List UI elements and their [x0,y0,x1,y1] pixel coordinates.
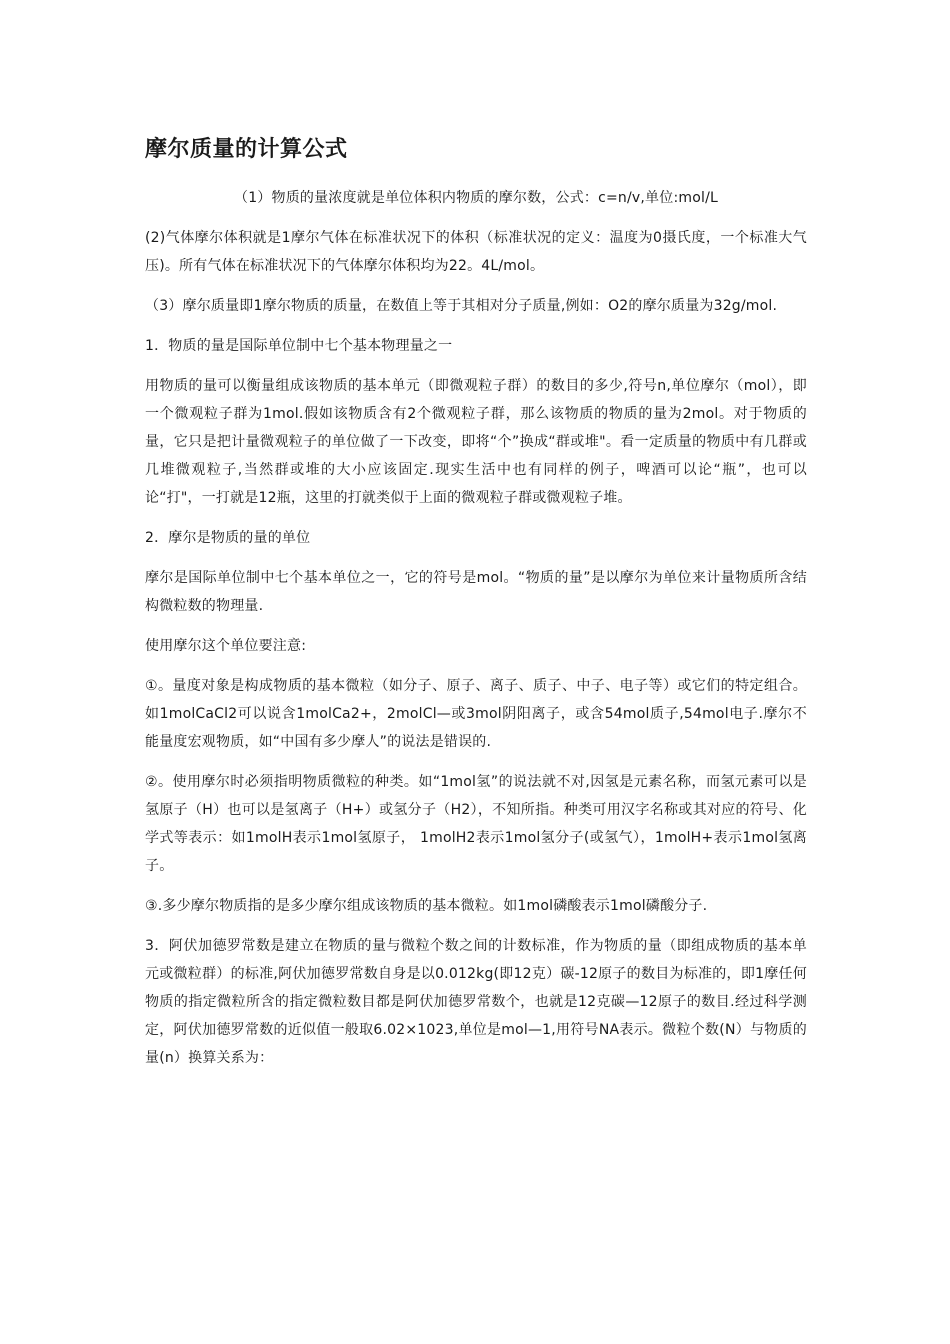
document-title: 摩尔质量的计算公式 [145,137,348,162]
list-item-note-3: ③.多少摩尔物质指的是多少摩尔组成该物质的基本微粒。如1mol磷酸表示1mol磷酸分子. [145,898,708,914]
section-heading-1: 1．物质的量是国际单位制中七个基本物理量之一 [145,338,453,354]
section-heading-2: 2．摩尔是物质的量的单位 [145,530,311,546]
list-item-note-2: ②。使用摩尔时必须指明物质微粒的种类。如“1mol氢”的说法就不对,因氢是元素名称，而氢元素可以是氢原子（H）也可以是氢离子（H+）或氢分子（H2），不知所指。种类可用汉字名称或其对应的符号、化学式等表示：如1molH表示1mol氢原子， 1molH2表示1mol氢分子(或氢气），1molH+表示1mol氢离子。 [145,774,807,874]
document-page [145,130,807,1084]
list-item-note-1: ①。量度对象是构成物质的基本微粒（如分子、原子、离子、质子、中子、电子等）或它们的特定组合。如1molCaCl2可以说含1molCa2+，2molCl—或3mol阴阳离子，或含54mol质子,54mol电子.摩尔不能量度宏观物质，如“中国有多少摩人”的说法是错误的. [145,678,807,750]
paragraph-concentration: （1）物质的量浓度就是单位体积内物质的摩尔数，公式：c=n/v,单位:mol/L [234,190,718,206]
paragraph-avogadro: 3．阿伏加德罗常数是建立在物质的量与微粒个数之间的计数标准，作为物质的量（即组成物质的基本单元或微粒群）的标准,阿伏加德罗常数自身是以0.012kg(即12克）碳-12原子的数目为标准的，即1摩任何物质的指定微粒所含的指定微粒数目都是阿伏加德罗常数个，也就是12克碳—12原子的数目.经过科学测定，阿伏加德罗常数的近似值一般取6.02×1023,单位是mol—1,用符号NA表示。微粒个数(N）与物质的量(n）换算关系为： [145,938,807,1066]
paragraph-molar-volume: (2)气体摩尔体积就是1摩尔气体在标准状况下的体积（标准状况的定义：温度为0摄氏度，一个标准大气压)。所有气体在标准状况下的气体摩尔体积均为22。4L/mol。 [145,230,807,274]
paragraph-usage-note: 使用摩尔这个单位要注意: [145,638,307,654]
paragraph-molar-mass: （3）摩尔质量即1摩尔物质的质量，在数值上等于其相对分子质量,例如：O2的摩尔质量为32g/mol. [145,298,778,314]
paragraph-mole-unit: 摩尔是国际单位制中七个基本单位之一，它的符号是mol。“物质的量”是以摩尔为单位来计量物质所含结构微粒数的物理量. [145,570,807,614]
paragraph-amount-of-substance: 用物质的量可以衡量组成该物质的基本单元（即微观粒子群）的数目的多少,符号n,单位摩尔（mol），即一个微观粒子群为1mol.假如该物质含有2个微观粒子群，那么该物质的物质的量为2mol。对于物质的量，它只是把计量微观粒子的单位做了一下改变，即将“个”换成“群或堆"。看一定质量的物质中有几群或几堆微观粒子,当然群或堆的大小应该固定.现实生活中也有同样的例子，啤酒可以论“瓶”，也可以论“打"，一打就是12瓶，这里的打就类似于上面的微观粒子群或微观粒子堆。 [145,378,807,506]
